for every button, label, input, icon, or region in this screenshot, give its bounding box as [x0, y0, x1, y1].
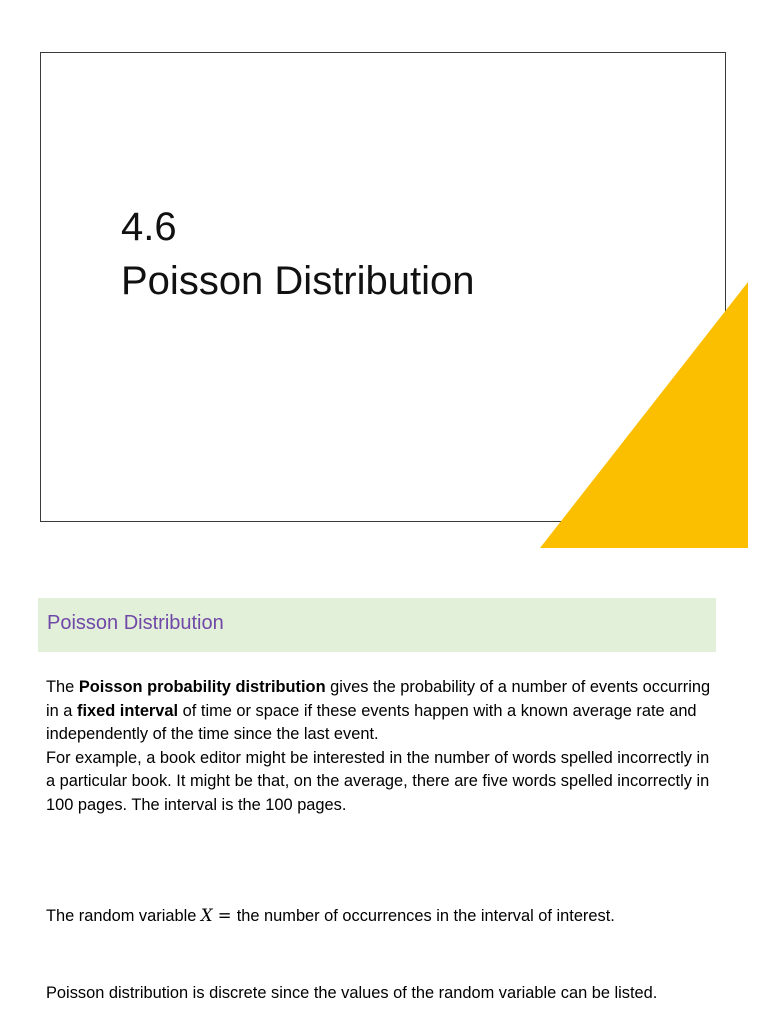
random-variable-before: The random variable [46, 907, 201, 925]
slide-title [121, 200, 475, 308]
discrete-note: Poisson distribution is discrete since the values of the random variable can be listed. [46, 984, 658, 1002]
random-variable-paragraph [46, 904, 716, 929]
section-heading-band [38, 598, 716, 652]
example-paragraph: For example, a book editor might be interested in the number of words spelled incorrectly in a particular book. It might be that, on the average, there are five words spelled incorrectly in 100 pages. The interval is the 100 pages. [46, 748, 710, 814]
definition-rest: of time or space if these events happen with a known average rate and independently of the time since the last event. [46, 701, 697, 743]
random-variable-definition: the number of occurrences in the interval of interest. [236, 907, 615, 925]
slide-number: 4.6 [121, 205, 177, 249]
definition-intro: The [46, 678, 79, 696]
definition-term: Poisson probability distribution [78, 678, 326, 696]
random-variable-symbol: X [200, 906, 213, 925]
definition-paragraph [46, 676, 716, 817]
discrete-note-paragraph [46, 982, 716, 1006]
definition-interval-term: fixed interval [76, 701, 179, 720]
slide-title-text: Poisson Distribution [121, 259, 475, 303]
definition-middle: gives the probability of a number of events occurring in a [46, 678, 711, 720]
section-heading: Poisson Distribution [47, 612, 224, 634]
equals-sign: = [212, 906, 237, 925]
